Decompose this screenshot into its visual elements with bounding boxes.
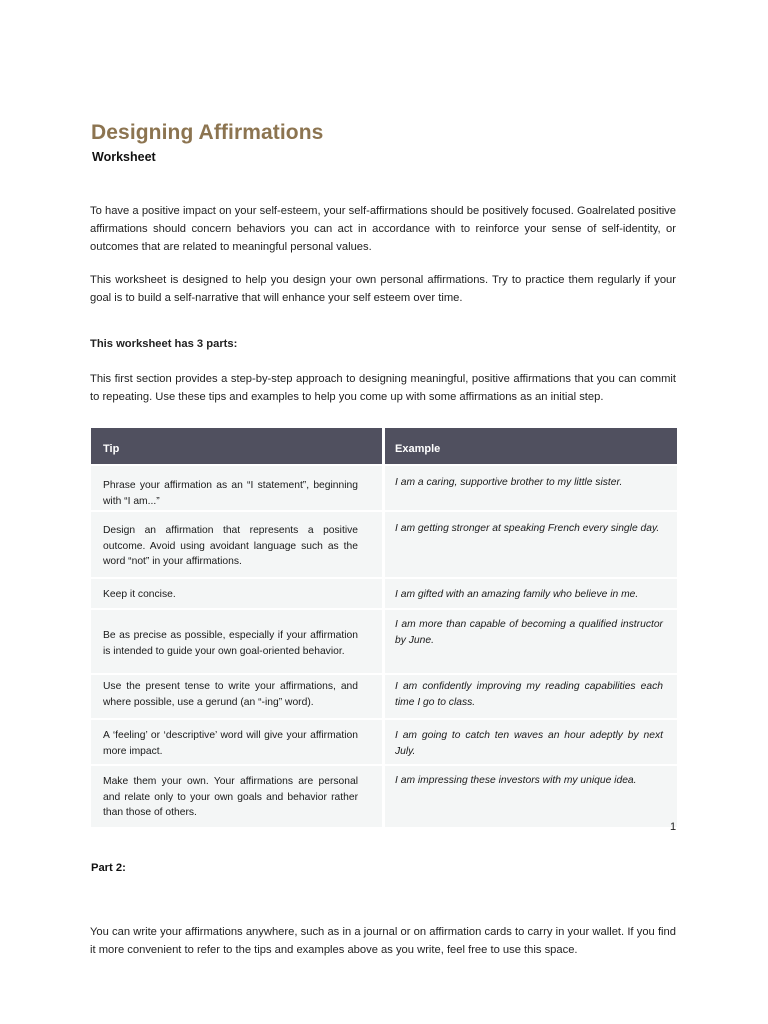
section-intro-paragraph: This first section provides a step-by-step approach to designing meaningful, positive affirmations that you can commit to repeating. Use these tips and examples to help you come up with some affirmations as an initial step.: [90, 373, 676, 403]
example-cell: I am a caring, supportive brother to my little sister.: [385, 466, 677, 510]
table-header-row: [91, 428, 677, 464]
tip-cell: Phrase your affirmation as an “I statement”, beginning with “I am...”: [91, 466, 382, 510]
part2-paragraph: You can write your affirmations anywhere, such as in a journal or on affirmation cards to carry in your wallet. If you find it more convenient to refer to the tips and examples above as you write, feel free to use this space.: [90, 926, 676, 956]
table-row: [91, 464, 677, 510]
example-cell: I am going to catch ten waves an hour adeptly by next July.: [385, 720, 677, 764]
example-cell: I am gifted with an amazing family who believe in me.: [385, 579, 677, 608]
document-title: Designing Affirmations: [91, 121, 324, 144]
page-number: 1: [670, 821, 677, 833]
table-row: [91, 764, 677, 827]
example-cell: I am confidently improving my reading capabilities each time I go to class.: [385, 675, 677, 718]
table-header-tip: Tip: [91, 428, 382, 464]
table-row: [91, 673, 677, 718]
table-row: [91, 577, 677, 608]
tips-table: [91, 428, 677, 827]
table-row: [91, 608, 677, 673]
tip-cell: Use the present tense to write your affirmations, and where possible, use a gerund (an “-ing” word).: [91, 675, 382, 718]
table-row: [91, 718, 677, 764]
intro-paragraph-1: To have a positive impact on your self-esteem, your self-affirmations should be positively focused. Goalrelated positive affirmations should concern behaviors you can act in accordance with to reinforce your sense of self-identity, or outcomes that are related to meaningful personal values.: [90, 205, 676, 253]
tip-cell: Make them your own. Your affirmations are personal and relate only to your own goals and behavior rather than those of others.: [91, 766, 382, 827]
example-cell: I am more than capable of becoming a qualified instructor by June.: [385, 610, 677, 673]
part2-heading: Part 2:: [91, 862, 126, 874]
table-header-example: Example: [385, 428, 677, 464]
intro-paragraph-2: This worksheet is designed to help you design your own personal affirmations. Try to practice them regularly if your goal is to build a self-narrative that will enhance your self esteem over time.: [90, 274, 676, 304]
document-subtitle: Worksheet: [92, 150, 156, 164]
parts-heading: This worksheet has 3 parts:: [90, 338, 238, 350]
example-cell: I am impressing these investors with my unique idea.: [385, 766, 677, 827]
tip-cell: Keep it concise.: [91, 579, 382, 608]
tip-cell: A ‘feeling’ or ‘descriptive’ word will give your affirmation more impact.: [91, 720, 382, 764]
table-row: [91, 510, 677, 577]
tip-cell: Design an affirmation that represents a positive outcome. Avoid using avoidant language such as the word “not” in your affirmations.: [91, 512, 382, 577]
tip-cell: Be as precise as possible, especially if your affirmation is intended to guide your own goal-oriented behavior.: [91, 610, 382, 673]
example-cell: I am getting stronger at speaking French every single day.: [385, 512, 677, 577]
